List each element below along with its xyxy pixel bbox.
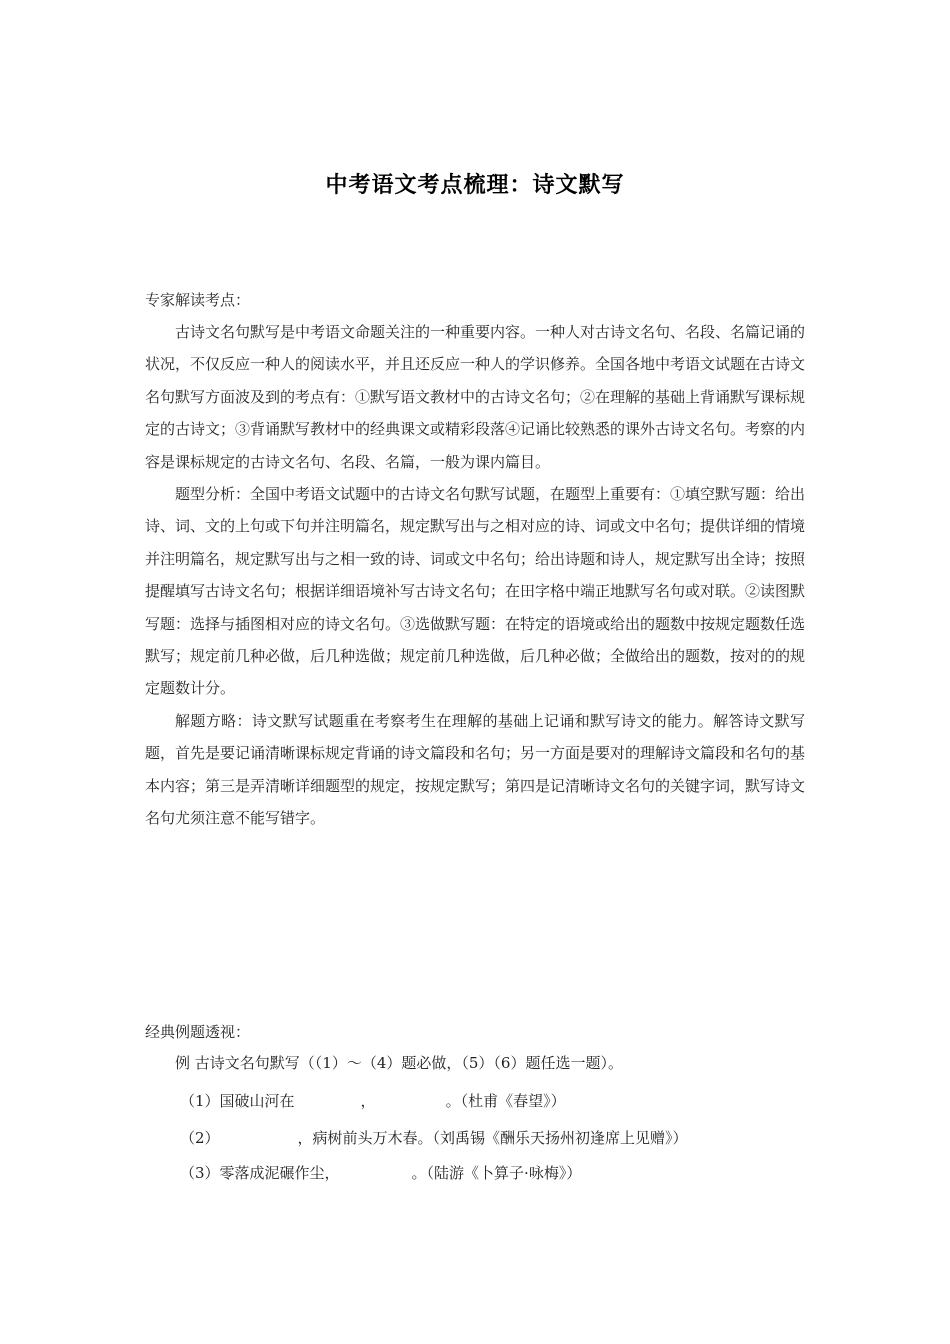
example-item-2 <box>180 1127 688 1148</box>
paragraph-question-types: 题型分析：全国中考语文试题中的古诗文名句默写试题，在题型上重要有：①填空默写题：给出诗、词、文的上句或下句并注明篇名，规定默写出与之相对应的诗、词或文中名句；提供详细的情境并注明篇名，规定默写出与之相一致的诗、词或文中名句；给出诗题和诗人，规定默写出全诗；按照提醒填写古诗文名句；根据详细语境补写古诗文名句；在田字格中端正地默写名句或对联。②读图默写题：选择与插图相对应的诗文名句。③选做默写题：在特定的语境或给出的题数中按规定题数任选默写；规定前几种必做，后几种选做；规定前几种选做，后几种必做；全做给出的题数，按对的的规定题数计分。 <box>145 485 806 698</box>
example-item-2-prefix: （2） <box>180 1129 220 1147</box>
expert-section-heading: 专家解读考点： <box>145 291 251 309</box>
example-item-1 <box>180 1090 566 1111</box>
example-item-3-prefix: （3）零落成泥碾作尘， <box>180 1164 340 1182</box>
page-title: 中考语文考点梳理：诗文默写 <box>325 173 625 198</box>
example-section-heading: 经典例题透视： <box>145 1023 251 1041</box>
example-item-1-suffix: 。（杜甫《春望》） <box>445 1092 566 1110</box>
example-item-1-prefix: （1）国破山河在 <box>180 1092 295 1110</box>
example-item-3-suffix: 。（陆游《卜算子·咏梅》） <box>411 1164 582 1182</box>
example-item-1-mid: ， <box>360 1092 376 1110</box>
expert-section-body <box>145 316 805 835</box>
paragraph-overview: 古诗文名句默写是中考语文命题关注的一种重要内容。一种人对古诗文名句、名段、名篇记诵的状况，不仅反应一种人的阅读水平，并且还反应一种人的学识修养。全国各地中考语文试题在古诗文名句默写方面波及到的考点有：①默写语文教材中的古诗文名句；②在理解的基础上背诵默写课标规定的古诗文；③背诵默写教材中的经典课文或精彩段落④记诵比较熟悉的课外古诗文名句。考察的内容是课标规定的古诗文名句、名段、名篇，一般为课内篇目。 <box>145 323 806 471</box>
paragraph-strategy: 解题方略：诗文默写试题重在考察考生在理解的基础上记诵和默写诗文的能力。解答诗文默写题，首先是要记诵清晰课标规定背诵的诗文篇段和名句；另一方面是要对的理解诗文篇段和名句的基本内容；第三是弄清晰详细题型的规定，按规定默写；第四是记清晰诗文名句的关键字词，默写诗文名句尤须注意不能写错字。 <box>145 711 806 828</box>
example-item-2-suffix: ，病树前头万木春。（刘禹锡《酬乐天扬州初逢席上见赠》） <box>297 1129 688 1147</box>
example-item-3 <box>180 1162 581 1183</box>
example-intro: 例 古诗文名句默写（（1）～（4）题必做，（5）（6）题任选一题）。 <box>175 1054 623 1072</box>
